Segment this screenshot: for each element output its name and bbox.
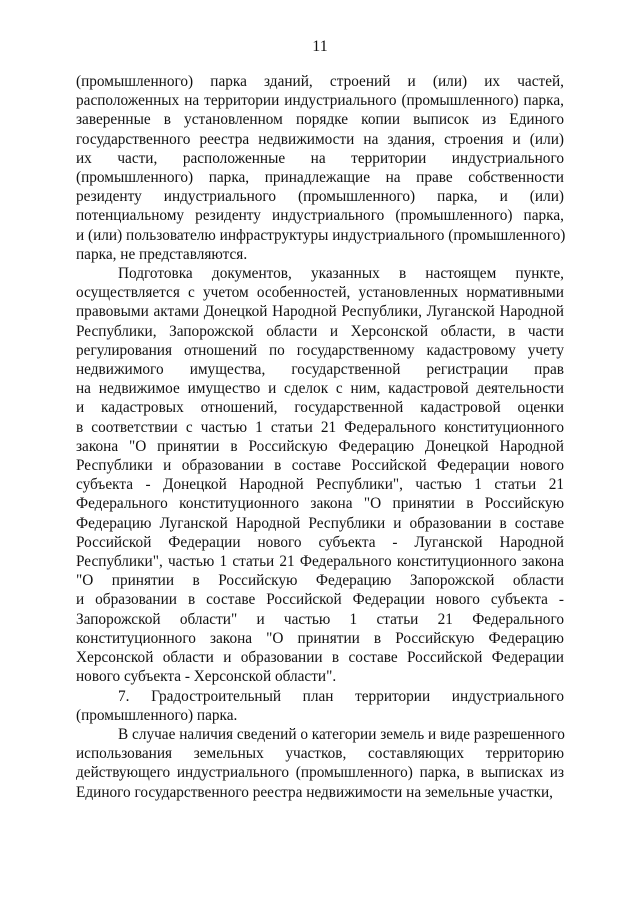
- document-body: [76, 72, 564, 802]
- text-line: Республики", частью 1 статьи 21 Федерального конституционного закона: [76, 553, 564, 571]
- text-line: Федерального конституционного закона "О принятии в Российскую: [76, 495, 564, 513]
- text-line: недвижимого имущества, государственной регистрации прав: [76, 361, 564, 379]
- text-line: В случае наличия сведений о категории земель и виде разрешенного: [118, 725, 565, 743]
- text-line: конституционного закона "О принятии в Российскую Федерацию: [76, 629, 564, 647]
- text-line: (промышленного) парка зданий, строений и (или) их частей,: [76, 73, 564, 90]
- paragraph: [76, 72, 564, 264]
- text-line: резиденту индустриального (промышленного) парка, и (или): [76, 188, 564, 206]
- page-number: 11: [312, 38, 328, 55]
- text-line: (промышленного) парка, принадлежащие на праве собственности: [76, 169, 564, 187]
- paragraph: [76, 687, 564, 725]
- text-line: (промышленного) парка.: [76, 706, 238, 724]
- text-line: потенциальному резиденту индустриального (промышленного) парка,: [76, 207, 564, 225]
- text-line: 7. Градостроительный план территории индустриального: [118, 687, 564, 705]
- text-line: Российской Федерации нового субъекта - Луганской Народной: [76, 533, 564, 551]
- text-line: субъекта - Донецкой Народной Республики", частью 1 статьи 21: [76, 476, 564, 494]
- text-line: правовыми актами Донецкой Народной Республики, Луганской Народной: [76, 303, 564, 321]
- text-line: "О принятии в Российскую Федерацию Запорожской области: [76, 572, 564, 590]
- text-line: Федерацию Луганской Народной Республики и образовании в составе: [76, 514, 564, 532]
- text-line: расположенных на территории индустриального (промышленного) парка,: [76, 92, 564, 110]
- text-line: государственного реестра недвижимости на здания, строения и (или): [76, 130, 564, 148]
- paragraph: [76, 264, 564, 686]
- text-line: Республики и образовании в составе Российской Федерации нового: [76, 457, 564, 475]
- text-line: Херсонской области и образовании в составе Российской Федерации: [76, 649, 564, 667]
- text-line: и кадастровых отношений, государственной кадастровой оценки: [76, 399, 564, 417]
- text-line: парка, не представляются.: [76, 245, 248, 263]
- text-line: и образовании в составе Российской Федерации нового субъекта -: [76, 591, 564, 609]
- text-line: использования земельных участков, составляющих территорию: [76, 745, 564, 763]
- text-line: действующего индустриального (промышленного) парка, в выписках из: [76, 764, 564, 782]
- text-line: Республики, Запорожской области и Херсонской области, в части: [76, 322, 564, 340]
- text-line: в соответствии с частью 1 статьи 21 Федерального конституционного: [76, 418, 564, 436]
- text-line: и (или) пользователю инфраструктуры индустриального (промышленного): [76, 226, 566, 244]
- text-line: Единого государственного реестра недвижимости на земельные участки,: [76, 783, 553, 801]
- text-line: Запорожской области" и частью 1 статьи 21 Федерального: [76, 610, 564, 628]
- text-line: регулирования отношений по государственному кадастровому учету: [76, 341, 564, 359]
- text-line: их части, расположенные на территории индустриального: [76, 149, 564, 167]
- text-line: нового субъекта - Херсонской области".: [76, 668, 337, 686]
- text-line: закона "О принятии в Российскую Федерацию Донецкой Народной: [76, 437, 564, 455]
- text-line: на недвижимое имущество и сделок с ним, кадастровой деятельности: [76, 380, 564, 398]
- text-line: Подготовка документов, указанных в настоящем пункте,: [118, 265, 564, 283]
- paragraph: [76, 725, 564, 802]
- text-line: осуществляется с учетом особенностей, установленных нормативными: [76, 284, 564, 302]
- text-line: заверенные в установленном порядке копии выписок из Единого: [76, 111, 564, 129]
